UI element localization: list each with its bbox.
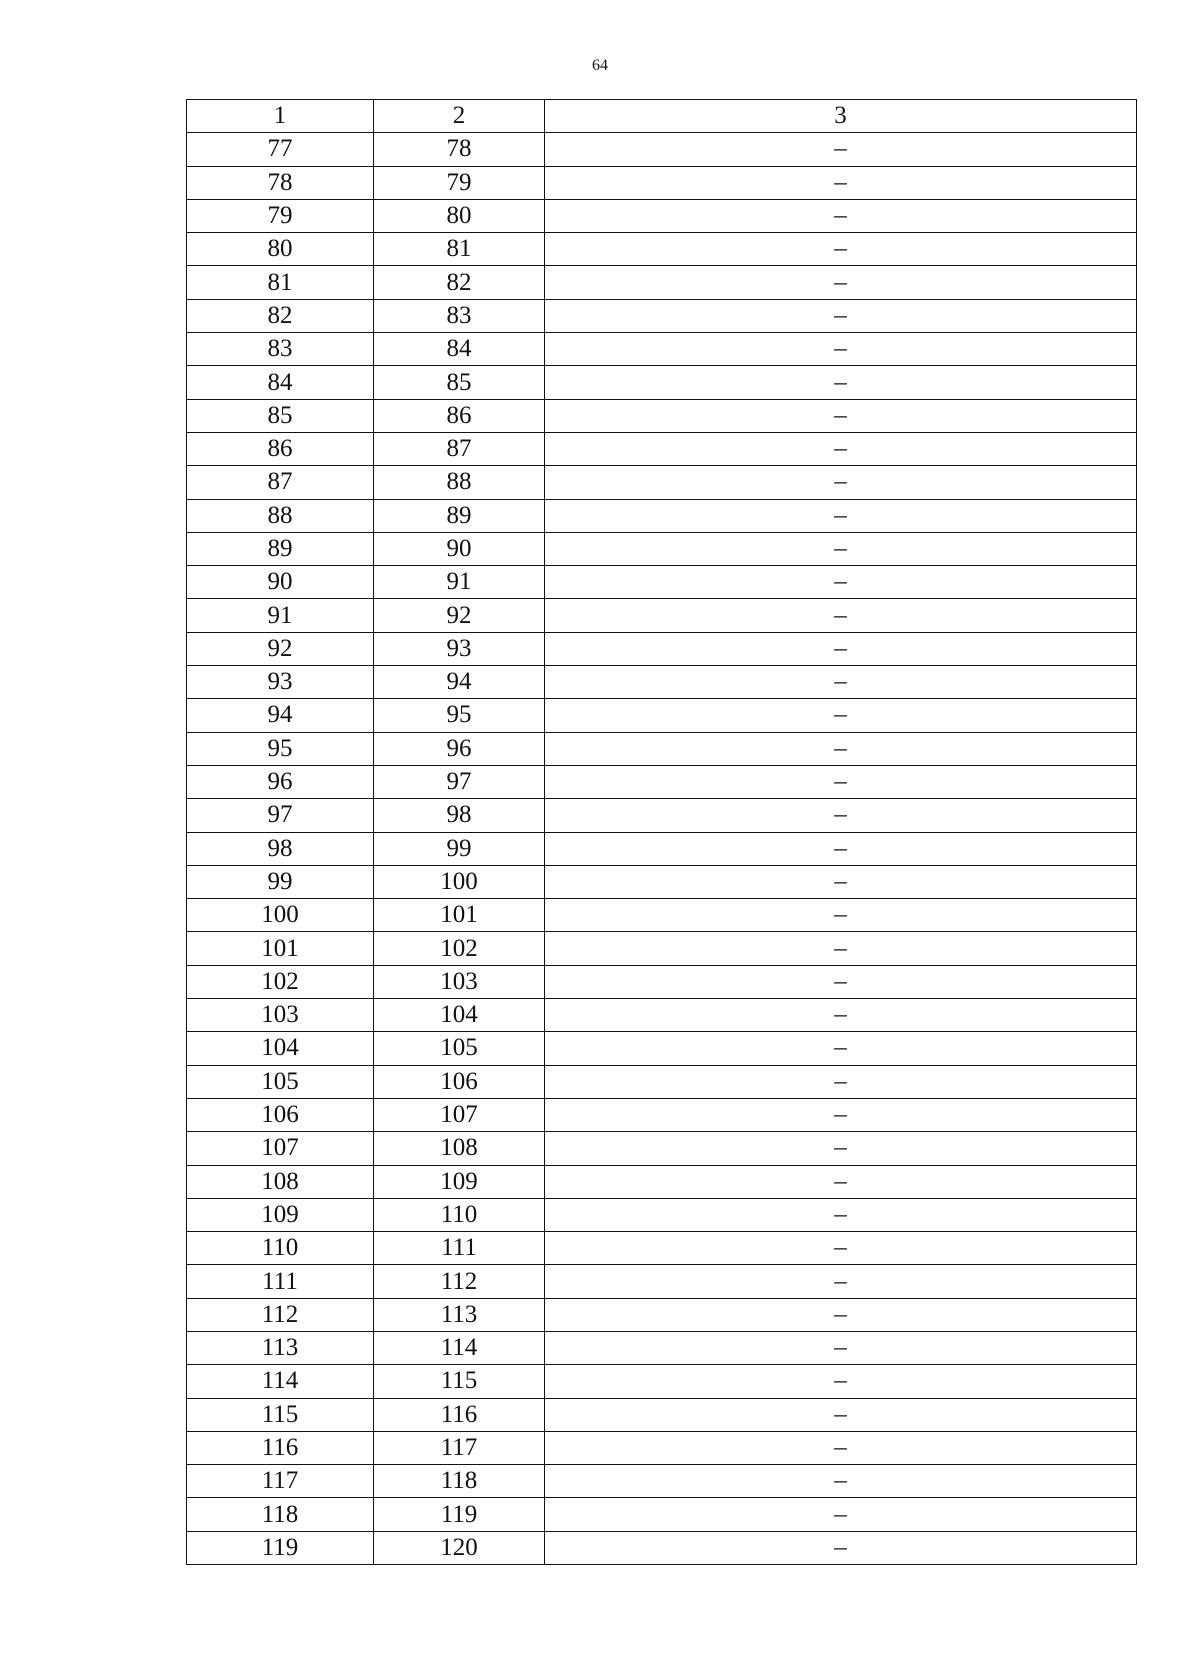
table-cell-col1: 111 — [187, 1265, 374, 1298]
table-cell-col2: 108 — [374, 1132, 545, 1165]
table-cell-col2: 105 — [374, 1032, 545, 1065]
table-cell-col3: – — [545, 732, 1137, 765]
table-cell-col3: – — [545, 1498, 1137, 1531]
table-cell-col1: 116 — [187, 1431, 374, 1464]
table-cell-col2: 80 — [374, 199, 545, 232]
table-row — [187, 499, 1137, 532]
table-row — [187, 899, 1137, 932]
table-cell-col2: 114 — [374, 1331, 545, 1364]
table-cell-col2: 85 — [374, 366, 545, 399]
table-cell-col3: – — [545, 1298, 1137, 1331]
column-header-2: 2 — [374, 100, 545, 133]
table-cell-col1: 89 — [187, 532, 374, 565]
table-cell-col3: – — [545, 1098, 1137, 1131]
table-cell-col2: 101 — [374, 899, 545, 932]
table-row — [187, 1531, 1137, 1564]
table-row — [187, 566, 1137, 599]
table-cell-col2: 89 — [374, 499, 545, 532]
table-cell-col3: – — [545, 1132, 1137, 1165]
table-cell-col1: 83 — [187, 333, 374, 366]
table-cell-col1: 113 — [187, 1331, 374, 1364]
table-cell-col1: 86 — [187, 432, 374, 465]
table-cell-col1: 85 — [187, 399, 374, 432]
table-cell-col3: – — [545, 333, 1137, 366]
table-cell-col1: 98 — [187, 832, 374, 865]
table-cell-col1: 109 — [187, 1198, 374, 1231]
table-row — [187, 266, 1137, 299]
table-cell-col3: – — [545, 1265, 1137, 1298]
table-cell-col1: 104 — [187, 1032, 374, 1065]
table-cell-col3: – — [545, 832, 1137, 865]
table-cell-col1: 119 — [187, 1531, 374, 1564]
table-cell-col2: 88 — [374, 466, 545, 499]
table-cell-col2: 84 — [374, 333, 545, 366]
table-cell-col3: – — [545, 932, 1137, 965]
table-cell-col3: – — [545, 399, 1137, 432]
table-cell-col1: 88 — [187, 499, 374, 532]
table-cell-col3: – — [545, 1365, 1137, 1398]
table-cell-col3: – — [545, 1198, 1137, 1231]
table-cell-col2: 113 — [374, 1298, 545, 1331]
table-body — [187, 133, 1137, 1565]
table-cell-col3: – — [545, 1065, 1137, 1098]
table-row — [187, 366, 1137, 399]
table-row — [187, 399, 1137, 432]
table-cell-col3: – — [545, 466, 1137, 499]
table-row — [187, 1165, 1137, 1198]
table-cell-col1: 84 — [187, 366, 374, 399]
table-cell-col1: 93 — [187, 666, 374, 699]
table-cell-col2: 112 — [374, 1265, 545, 1298]
table-header-row — [187, 100, 1137, 133]
table-row — [187, 832, 1137, 865]
table-cell-col2: 109 — [374, 1165, 545, 1198]
column-header-1: 1 — [187, 100, 374, 133]
table-row — [187, 532, 1137, 565]
table-cell-col3: – — [545, 366, 1137, 399]
table-cell-col3: – — [545, 266, 1137, 299]
column-header-3: 3 — [545, 100, 1137, 133]
table-cell-col2: 86 — [374, 399, 545, 432]
table-cell-col3: – — [545, 666, 1137, 699]
table-cell-col2: 98 — [374, 799, 545, 832]
table-cell-col3: – — [545, 965, 1137, 998]
table-row — [187, 333, 1137, 366]
table-cell-col2: 82 — [374, 266, 545, 299]
table-row — [187, 732, 1137, 765]
table-cell-col1: 82 — [187, 299, 374, 332]
table-cell-col2: 99 — [374, 832, 545, 865]
table-row — [187, 1465, 1137, 1498]
table-cell-col2: 91 — [374, 566, 545, 599]
table-cell-col3: – — [545, 899, 1137, 932]
table-row — [187, 1298, 1137, 1331]
table-row — [187, 1232, 1137, 1265]
table-cell-col3: – — [545, 1032, 1137, 1065]
table-cell-col1: 102 — [187, 965, 374, 998]
table-row — [187, 299, 1137, 332]
table-cell-col1: 96 — [187, 765, 374, 798]
table-cell-col1: 114 — [187, 1365, 374, 1398]
table-row — [187, 1265, 1137, 1298]
table-cell-col2: 96 — [374, 732, 545, 765]
table-cell-col3: – — [545, 699, 1137, 732]
table-cell-col3: – — [545, 865, 1137, 898]
table-cell-col1: 106 — [187, 1098, 374, 1131]
table-row — [187, 632, 1137, 665]
table-cell-col1: 105 — [187, 1065, 374, 1098]
table-row — [187, 699, 1137, 732]
table-cell-col2: 110 — [374, 1198, 545, 1231]
table-cell-col2: 87 — [374, 432, 545, 465]
table-row — [187, 432, 1137, 465]
table-cell-col1: 80 — [187, 233, 374, 266]
table-cell-col2: 97 — [374, 765, 545, 798]
table-cell-col2: 93 — [374, 632, 545, 665]
table-cell-col3: – — [545, 166, 1137, 199]
table-row — [187, 199, 1137, 232]
table-row — [187, 1331, 1137, 1364]
table-row — [187, 999, 1137, 1032]
table-cell-col2: 100 — [374, 865, 545, 898]
table-cell-col3: – — [545, 1431, 1137, 1464]
table-cell-col2: 103 — [374, 965, 545, 998]
table-cell-col2: 119 — [374, 1498, 545, 1531]
table-cell-col1: 87 — [187, 466, 374, 499]
table-cell-col3: – — [545, 199, 1137, 232]
table-cell-col2: 79 — [374, 166, 545, 199]
table-cell-col1: 103 — [187, 999, 374, 1032]
table-row — [187, 599, 1137, 632]
table-cell-col3: – — [545, 299, 1137, 332]
table-cell-col3: – — [545, 1165, 1137, 1198]
table-row — [187, 1132, 1137, 1165]
table-cell-col2: 102 — [374, 932, 545, 965]
table-cell-col1: 117 — [187, 1465, 374, 1498]
table-cell-col1: 92 — [187, 632, 374, 665]
table-cell-col2: 83 — [374, 299, 545, 332]
table-cell-col3: – — [545, 233, 1137, 266]
data-table — [186, 99, 1137, 1565]
table-cell-col3: – — [545, 632, 1137, 665]
table-cell-col1: 110 — [187, 1232, 374, 1265]
table-cell-col2: 118 — [374, 1465, 545, 1498]
table-row — [187, 1498, 1137, 1531]
table-row — [187, 666, 1137, 699]
table-row — [187, 965, 1137, 998]
table-cell-col1: 118 — [187, 1498, 374, 1531]
table-cell-col1: 78 — [187, 166, 374, 199]
table-cell-col1: 95 — [187, 732, 374, 765]
table-cell-col3: – — [545, 1465, 1137, 1498]
table-cell-col2: 95 — [374, 699, 545, 732]
table-cell-col2: 104 — [374, 999, 545, 1032]
table-row — [187, 932, 1137, 965]
table-cell-col3: – — [545, 765, 1137, 798]
table-cell-col2: 111 — [374, 1232, 545, 1265]
table-cell-col3: – — [545, 1398, 1137, 1431]
table-cell-col2: 120 — [374, 1531, 545, 1564]
table-cell-col1: 91 — [187, 599, 374, 632]
table-row — [187, 799, 1137, 832]
table-cell-col1: 108 — [187, 1165, 374, 1198]
table-cell-col1: 107 — [187, 1132, 374, 1165]
table-row — [187, 1365, 1137, 1398]
table-cell-col1: 97 — [187, 799, 374, 832]
table-cell-col3: – — [545, 566, 1137, 599]
table-cell-col3: – — [545, 1531, 1137, 1564]
table-cell-col3: – — [545, 133, 1137, 166]
table-cell-col1: 112 — [187, 1298, 374, 1331]
table-cell-col1: 99 — [187, 865, 374, 898]
table-row — [187, 166, 1137, 199]
table-cell-col1: 115 — [187, 1398, 374, 1431]
table-cell-col1: 77 — [187, 133, 374, 166]
table-cell-col2: 81 — [374, 233, 545, 266]
table-row — [187, 865, 1137, 898]
table-row — [187, 233, 1137, 266]
table-cell-col3: – — [545, 532, 1137, 565]
table-row — [187, 1431, 1137, 1464]
table-row — [187, 1065, 1137, 1098]
table-row — [187, 1198, 1137, 1231]
table-cell-col1: 101 — [187, 932, 374, 965]
page-number: 64 — [592, 57, 608, 74]
table-cell-col2: 94 — [374, 666, 545, 699]
table-cell-col2: 117 — [374, 1431, 545, 1464]
table-cell-col3: – — [545, 1331, 1137, 1364]
table-row — [187, 765, 1137, 798]
table-row — [187, 133, 1137, 166]
table-cell-col2: 90 — [374, 532, 545, 565]
table-cell-col1: 81 — [187, 266, 374, 299]
table-cell-col2: 107 — [374, 1098, 545, 1131]
table-cell-col1: 100 — [187, 899, 374, 932]
table-cell-col2: 78 — [374, 133, 545, 166]
table-cell-col3: – — [545, 499, 1137, 532]
table-row — [187, 1398, 1137, 1431]
table-cell-col3: – — [545, 1232, 1137, 1265]
table-cell-col1: 94 — [187, 699, 374, 732]
table-cell-col3: – — [545, 999, 1137, 1032]
table-cell-col2: 106 — [374, 1065, 545, 1098]
table-cell-col2: 116 — [374, 1398, 545, 1431]
table-cell-col3: – — [545, 799, 1137, 832]
table-cell-col2: 115 — [374, 1365, 545, 1398]
table-row — [187, 466, 1137, 499]
table-cell-col3: – — [545, 599, 1137, 632]
table-cell-col1: 79 — [187, 199, 374, 232]
table-row — [187, 1032, 1137, 1065]
table-cell-col1: 90 — [187, 566, 374, 599]
table-row — [187, 1098, 1137, 1131]
table-cell-col2: 92 — [374, 599, 545, 632]
table-cell-col3: – — [545, 432, 1137, 465]
